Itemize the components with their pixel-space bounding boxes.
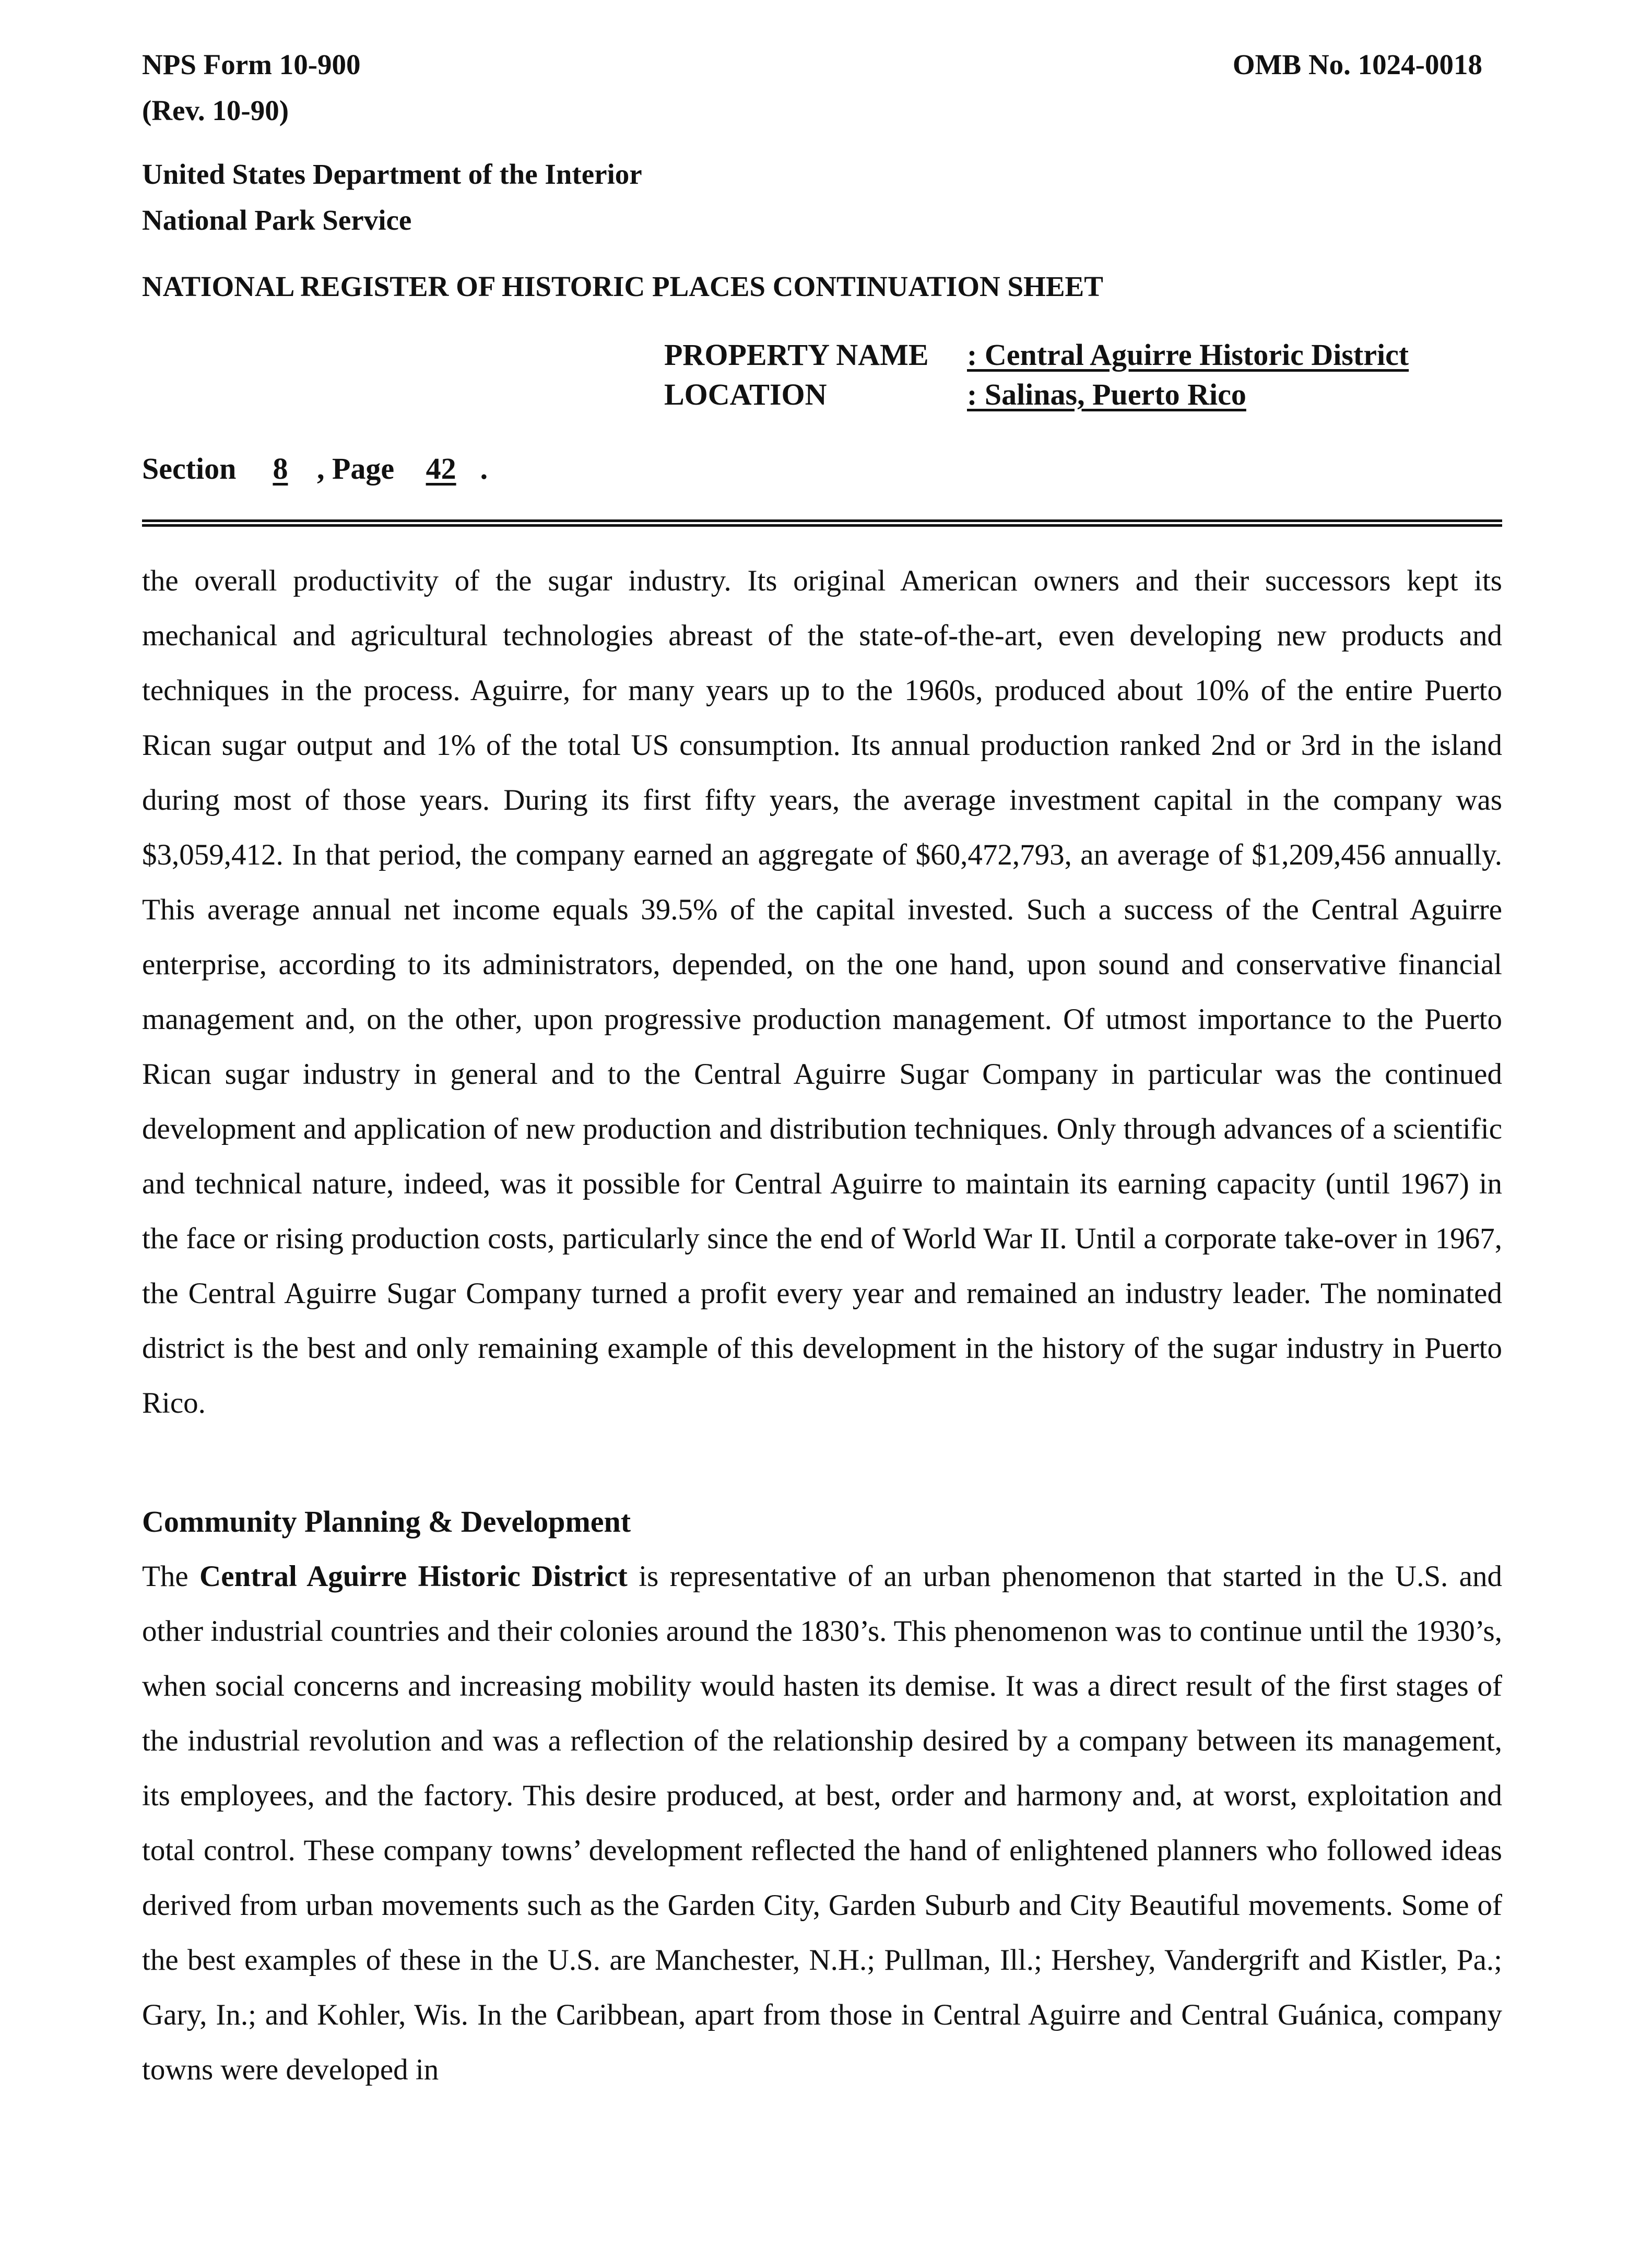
district-name-bold: Central Aguirre Historic District <box>199 1560 628 1593</box>
property-name-row <box>664 335 1409 375</box>
property-name-value: : Central Aguirre Historic District <box>967 338 1409 372</box>
agency-block <box>142 151 642 243</box>
omb-number: OMB No. 1024-0018 <box>1232 49 1482 80</box>
double-rule-divider <box>142 519 1502 527</box>
agency-name: National Park Service <box>142 204 412 236</box>
paragraph-lead: The <box>142 1560 200 1593</box>
body-paragraph: the overall productivity of the sugar industry. Its original American owners and their successors kept its mechanical and agricultural technologies abreast of the state-of-the-art, even developing new products and techniques in the process. Aguirre, for many years up to the 1960s, produced about 10% of the entire Puerto Rican sugar output and 1% of the total US consumption. Its annual production ranked 2nd or 3rd in the island during most of those years. During its first fifty years, the average investment capital in the company was $3,059,412. In that period, the company earned an aggregate of $60,472,793, an average of $1,209,456 annually. This average annual net income equals 39.5% of the capital invested. Such a success of the Central Aguirre enterprise, according to its administrators, depended, on the one hand, upon sound and conservative financial management and, on the other, upon progressive production management. Of utmost importance to the Puerto Rican sugar industry in general and to the Central Aguirre Sugar Company in particular was the continued development and application of new production and distribution techniques. Only through advances of a scientific and technical nature, indeed, was it possible for Central Aguirre to maintain its earning capacity (until 1967) in the face or rising production costs, particularly since the end of World War II. Until a corporate take-over in 1967, the Central Aguirre Sugar Company turned a profit every year and remained an industry leader. The nominated district is the best and only remaining example of this development in the history of the sugar industry in Puerto Rico. <box>142 564 1502 1419</box>
form-revision: (Rev. 10-90) <box>142 94 289 126</box>
body-paragraph-community <box>142 1549 1502 2097</box>
form-number: NPS Form 10-900 <box>142 49 361 80</box>
sheet-title: NATIONAL REGISTER OF HISTORIC PLACES CONTINUATION SHEET <box>142 270 1103 302</box>
property-name-label: PROPERTY NAME <box>664 338 929 372</box>
section-heading: Community Planning & Development <box>142 1505 631 1539</box>
department-name: United States Department of the Interior <box>142 158 642 190</box>
page-label: , Page <box>316 452 395 486</box>
location-row <box>664 375 1409 415</box>
section-label: Section <box>142 452 237 486</box>
location-value: : Salinas, Puerto Rico <box>967 377 1246 411</box>
form-id-block <box>142 42 361 134</box>
paragraph-rest: is representative of an urban phenomenon that started in the U.S. and other industrial countries and their colonies around the 1830’s. This phenomenon was to continue until the 1930’s, when social concerns and increasing mobility would hasten its demise. It was a direct result of the first stages of the industrial revolution and was a reflection of the relationship desired by a company between its management, its employees, and the factory. This desire produced, at best, order and harmony and, at worst, exploitation and total control. These company towns’ development reflected the hand of enlightened planners who followed ideas derived from urban movements such as the Garden City, Garden Suburb and City Beautiful movements. Some of the best examples of these in the U.S. are Manchester, N.H.; Pullman, Ill.; Hershey, Vandergrift and Kistler, Pa.; Gary, In.; and Kohler, Wis. In the Caribbean, apart from those in Central Aguirre and Central Guánica, company towns were developed in <box>142 1560 1502 2086</box>
section-number: 8 <box>273 452 288 486</box>
end-mark: . <box>480 452 488 486</box>
location-label: LOCATION <box>664 377 827 411</box>
property-block <box>664 335 1409 415</box>
section-page-line <box>142 449 488 489</box>
page-number: 42 <box>426 452 456 486</box>
